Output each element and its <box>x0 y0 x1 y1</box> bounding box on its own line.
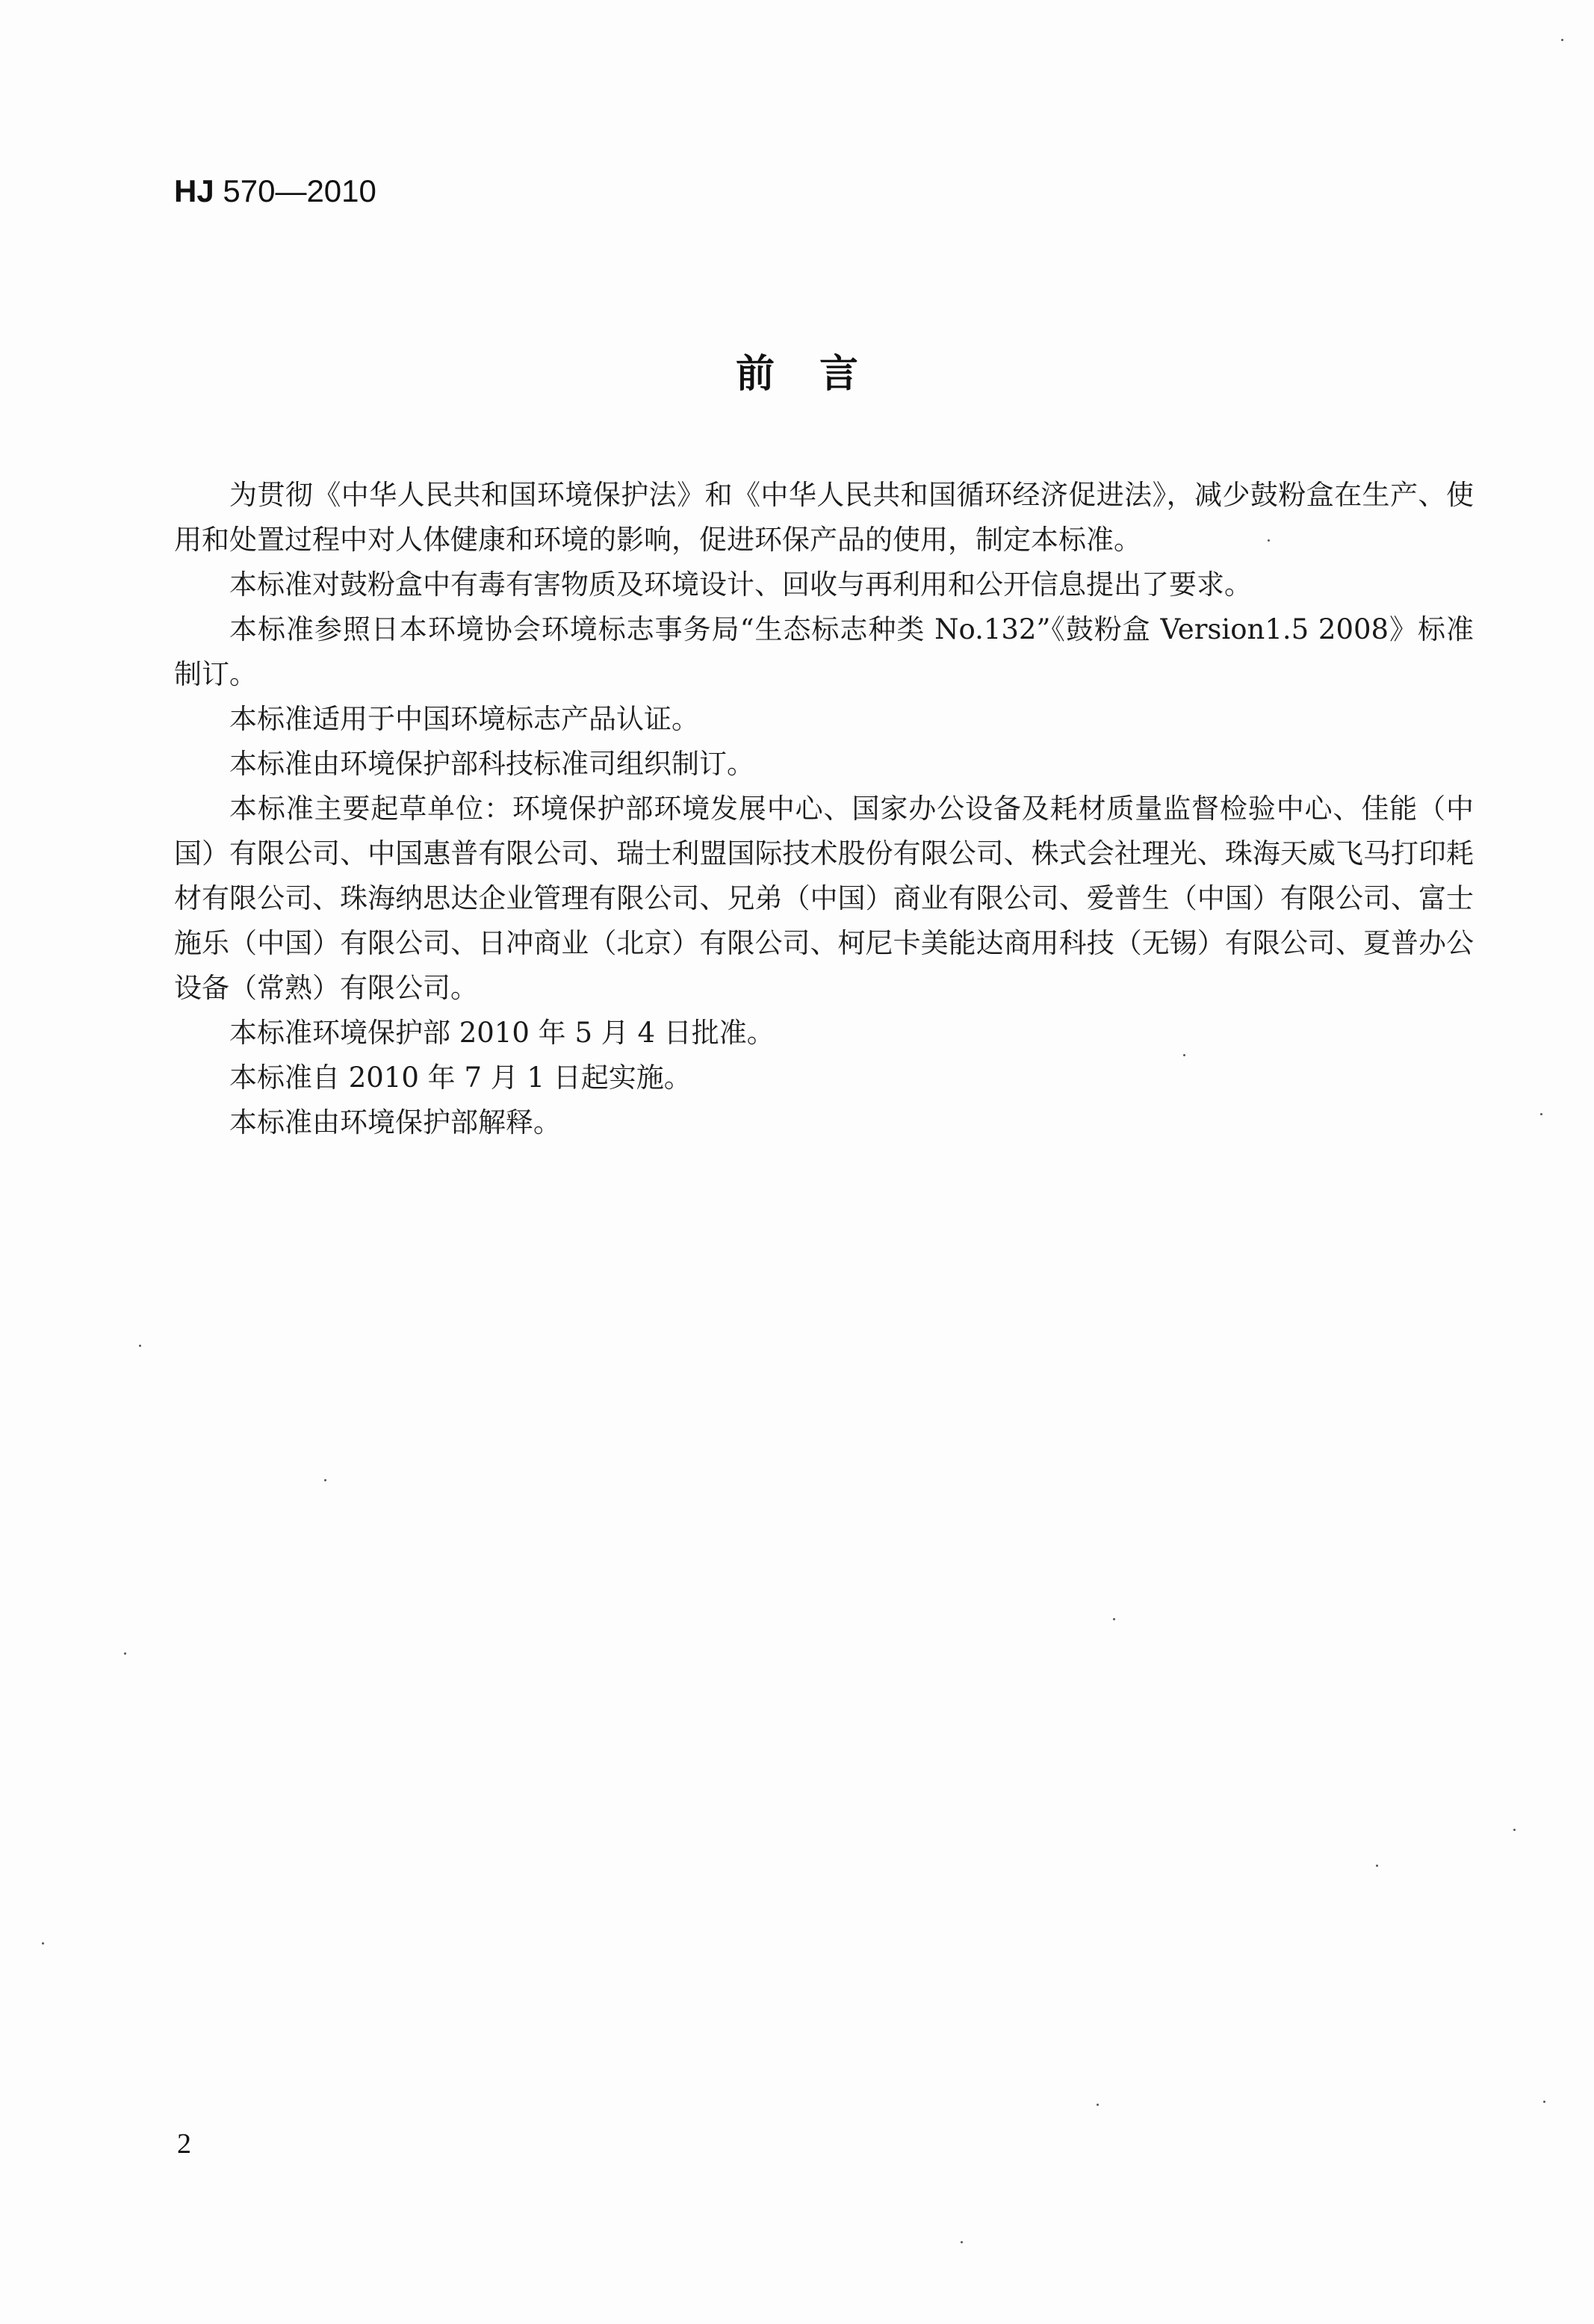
paragraph-approval: 本标准环境保护部 2010 年 5 月 4 日批准。 <box>229 1017 775 1049</box>
paragraph-interpretation: 本标准由环境保护部解释。 <box>229 1106 561 1138</box>
scan-speck <box>1268 539 1270 542</box>
standard-code-prefix: HJ <box>174 173 214 208</box>
scan-speck <box>324 1479 326 1481</box>
paragraph-scope-requirements: 本标准对鼓粉盒中有毒有害物质及环境设计、回收与再利用和公开信息提出了要求。 <box>229 568 1252 601</box>
standard-code <box>174 173 376 209</box>
scan-speck <box>1113 1618 1115 1620</box>
scan-speck <box>1513 1829 1516 1831</box>
scan-speck <box>961 2241 963 2243</box>
page-title: 前言 <box>735 352 903 397</box>
page-number: 2 <box>177 2128 191 2160</box>
scan-speck <box>1183 1054 1185 1056</box>
paragraph-effective-date: 本标准自 2010 年 7 月 1 日起实施。 <box>229 1062 692 1094</box>
scan-speck <box>1543 2101 1545 2103</box>
paragraph-application: 本标准适用于中国环境标志产品认证。 <box>229 703 699 735</box>
paragraph-reference: 本标准参照日本环境协会环境标志事务局“生态标志种类 No.132”《鼓粉盒 Version1.5 2008》标准制订。 <box>174 613 1474 690</box>
foreword-body <box>174 473 1474 1145</box>
scan-speck <box>139 1345 141 1347</box>
standard-code-number: 570—2010 <box>214 173 376 208</box>
scan-speck <box>124 1652 126 1655</box>
scan-speck <box>42 1942 44 1945</box>
paragraph-organizer: 本标准由环境保护部科技标准司组织制订。 <box>229 748 754 780</box>
scan-speck <box>1376 1865 1378 1867</box>
scan-speck <box>1097 2104 1099 2106</box>
paragraph-purpose: 为贯彻《中华人民共和国环境保护法》和《中华人民共和国循环经济促进法》，减少鼓粉盒在生产、使用和处置过程中对人体健康和环境的影响，促进环保产品的使用，制定本标准。 <box>174 479 1474 556</box>
scan-speck <box>1540 1113 1542 1115</box>
scan-speck <box>1561 39 1563 41</box>
paragraph-drafting-units: 本标准主要起草单位：环境保护部环境发展中心、国家办公设备及耗材质量监督检验中心、佳能（中国）有限公司、中国惠普有限公司、瑞士利盟国际技术股份有限公司、株式会社理光、珠海天威飞马打印耗材有限公司、珠海纳思达企业管理有限公司、兄弟（中国）商业有限公司、爱普生（中国）有限公司、富士施乐（中国）有限公司、日冲商业（北京）有限公司、柯尼卡美能达商用科技（无锡）有限公司、夏普办公设备（常熟）有限公司。 <box>174 793 1474 1004</box>
